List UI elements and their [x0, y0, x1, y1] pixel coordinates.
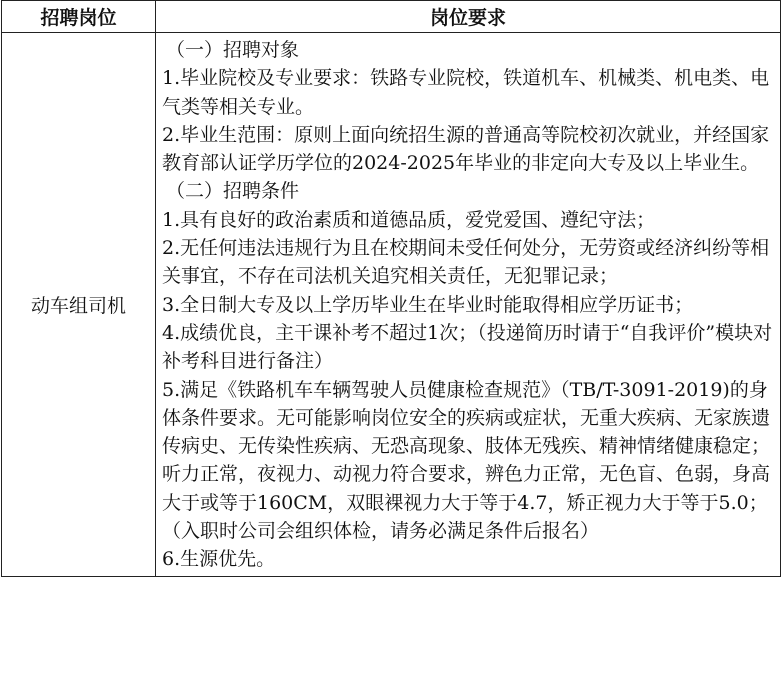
job-requirements-table	[1, 0, 781, 577]
requirement-item: 4.成绩优良，主干课补考不超过1次；（投递简历时请于“自我评价”模块对补考科目进行备注）	[162, 321, 773, 373]
requirement-item: 1.毕业院校及专业要求：铁路专业院校，铁道机车、机械类、机电类、电气类等相关专业。	[162, 67, 770, 118]
requirement-item: 6.生源优先。	[162, 548, 276, 571]
requirement-item: 1.具有良好的政治素质和道德品质，爱党爱国、遵纪守法；	[162, 208, 656, 231]
header-requirements: 岗位要求	[156, 1, 781, 33]
header-row	[2, 1, 781, 33]
requirement-item: 2.无任何违法违规行为且在校期间未受任何处分，无劳资或经济纠纷等相关事宜，不存在司法机关追究相关责任，无犯罪记录；	[162, 237, 770, 288]
requirement-item: 2.毕业生范围：原则上面向统招生源的普通高等院校初次就业，并经国家教育部认证学历学位的2024-2025年毕业的非定向大专及以上毕业生。	[162, 123, 770, 175]
section-title-recruitment-target: （一）招聘对象	[166, 39, 300, 61]
position-name: 动车组司机	[2, 33, 156, 577]
requirement-item: 3.全日制大专及以上学历毕业生在毕业时能取得相应学历证书；	[162, 293, 694, 316]
table-row	[2, 33, 781, 577]
header-position: 招聘岗位	[2, 1, 156, 33]
requirements-cell	[156, 33, 781, 577]
requirement-item: 5.满足《铁路机车车辆驾驶人员健康检查规范》（TB/T-3091-2019)的身体条件要求。无可能影响岗位安全的疾病或症状，无重大疾病、无家族遗传病史、无传染性疾病、无恐高现象、肢体无残疾、精神情绪健康稳定；听力正常，夜视力、动视力符合要求，辨色力正常，无色盲、色弱，身高大于或等于160CM，双眼裸视力大于等于4.7，矫正视力大于等于5.0；（入职时公司会组织体检，请务必满足条件后报名）	[162, 378, 771, 543]
section-title-recruitment-conditions: （二）招聘条件	[166, 180, 300, 203]
